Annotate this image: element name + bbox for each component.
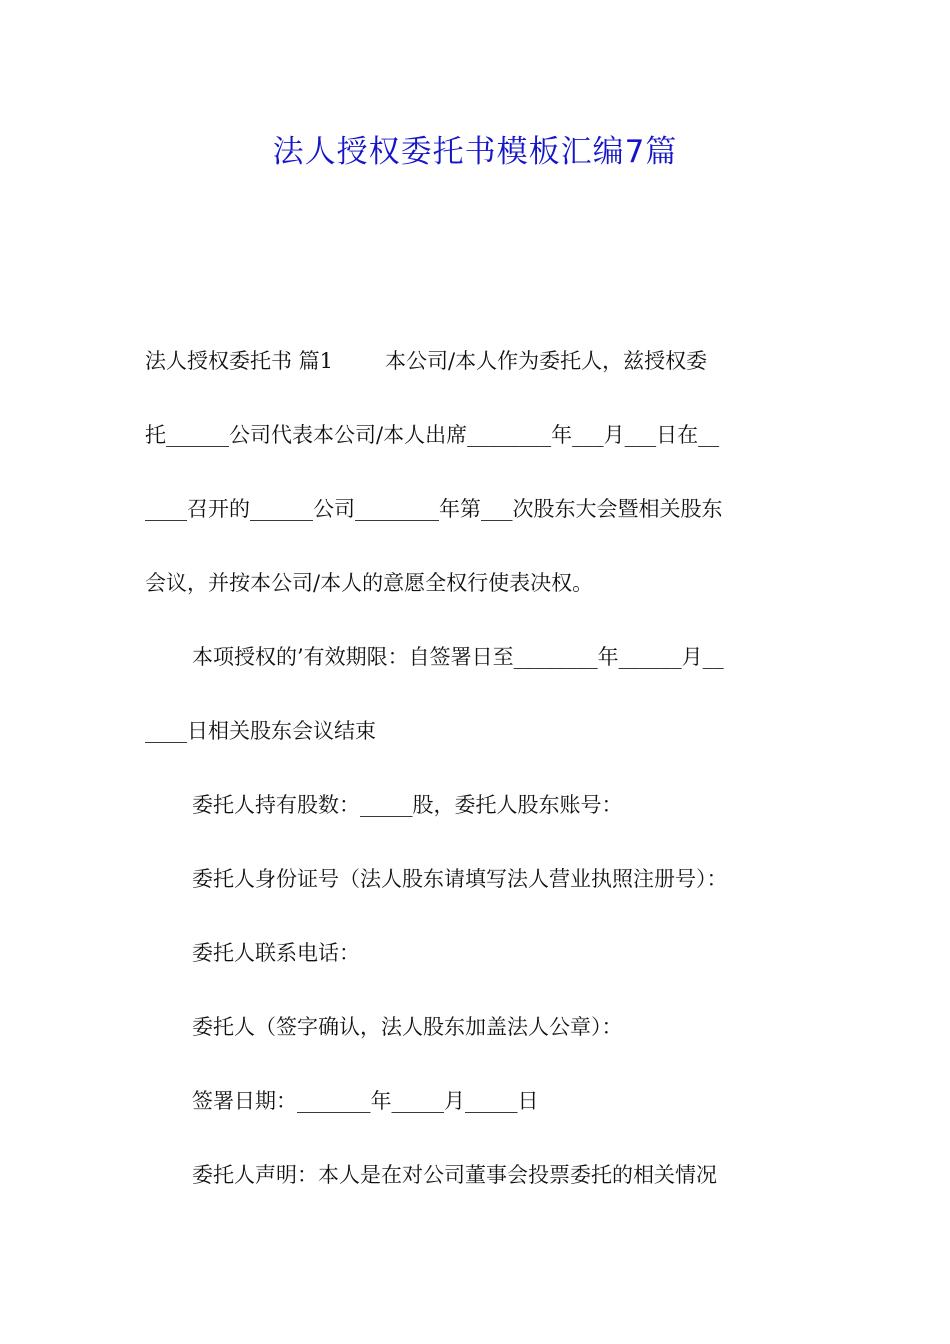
text-line-3: ____召开的______公司________年第___次股东大会暨相关股东 (145, 497, 723, 521)
section-heading: 法人授权委托书 篇1 (145, 349, 334, 373)
text-line-2: 托______公司代表本公司/本人出席________年___月___日在__ (145, 423, 720, 447)
text-line-11: 签署日期：_______年_____月_____日 (192, 1089, 539, 1113)
text-line-8: 委托人身份证号（法人股东请填写法人营业执照注册号）： (192, 867, 728, 891)
text-line-10: 委托人（签字确认，法人股东加盖法人公章）： (192, 1015, 623, 1039)
text-line-7: 委托人持有股数：_____股，委托人股东账号： (192, 793, 623, 817)
text-line-9: 委托人联系电话： (192, 941, 360, 965)
text-line-1 (145, 324, 805, 398)
text-line-4: 会议，并按本公司/本人的意愿全权行使表决权。 (145, 571, 594, 595)
text-line-12: 委托人声明：本人是在对公司董事会投票委托的相关情况 (192, 1163, 717, 1187)
document-body (145, 324, 805, 1212)
text-line-6: ____日相关股东会议结束 (145, 719, 376, 743)
document-title: 法人授权委托书模板汇编7篇 (272, 134, 678, 170)
section-first-sentence: 本公司/本人作为委托人，兹授权委 (385, 349, 708, 373)
text-line-5: 本项授权的’有效期限：自签署日至________年______月__ (192, 645, 724, 669)
